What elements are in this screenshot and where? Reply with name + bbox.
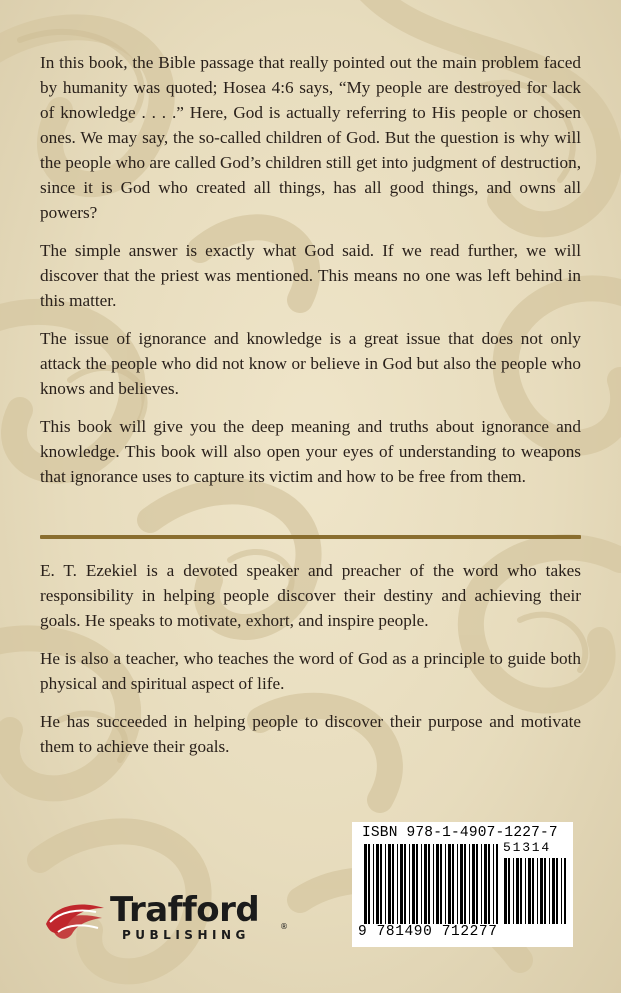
blurb-paragraph: The simple answer is exactly what God said. If we read further, we will discover that the priest was mentioned. This means no one was left behind in this matter. [40,241,581,310]
barcode-ean-digits: 9 781490 712277 [358,924,498,940]
blurb-paragraph: The issue of ignorance and knowledge is a great issue that does not only attack the people who did not know or believe in God but also the people who knows and believes. [40,329,581,398]
blurb-paragraph: This book will give you the deep meaning and truths about ignorance and knowledge. This book will also open your eyes of understanding to weapons that ignorance uses to capture its victim and how to be free from them. [40,417,581,486]
isbn-label: ISBN 978-1-4907-1227-7 [362,825,558,841]
author-bio-paragraph: E. T. Ezekiel is a devoted speaker and preacher of the word who takes responsibility in helping people discover their destiny and achieving their goals. He speaks to motivate, exhort, and inspire people. [40,561,581,630]
barcode-addon-digits: 51314 [503,840,552,855]
author-bio-section [40,558,581,772]
section-divider [40,535,581,539]
blurb-section [40,50,581,502]
blurb-paragraph: In this book, the Bible passage that really pointed out the main problem faced by humanity was quoted; Hosea 4:6 says, “My people are destroyed for lack of knowledge . . . .” Here, God is actually referring to His people or chosen ones. We may say, the so-called children of God. But the question is why will the people who are called God’s children still get into judgment of destruction, since it is God who created all things, has all good things, and owns all powers? [40,53,581,222]
author-bio-paragraph: He is also a teacher, who teaches the word of God as a principle to guide both physical and spiritual aspect of life. [40,649,581,693]
publisher-subtitle: PUBLISHING [122,928,250,942]
registered-mark: ® [280,922,288,931]
author-bio-paragraph: He has succeeded in helping people to discover their purpose and motivate them to achieve their goals. [40,712,581,756]
isbn-barcode [352,822,573,947]
publisher-name: Trafford [110,890,260,930]
trafford-book-icon [44,894,108,946]
publisher-logo [44,890,304,950]
